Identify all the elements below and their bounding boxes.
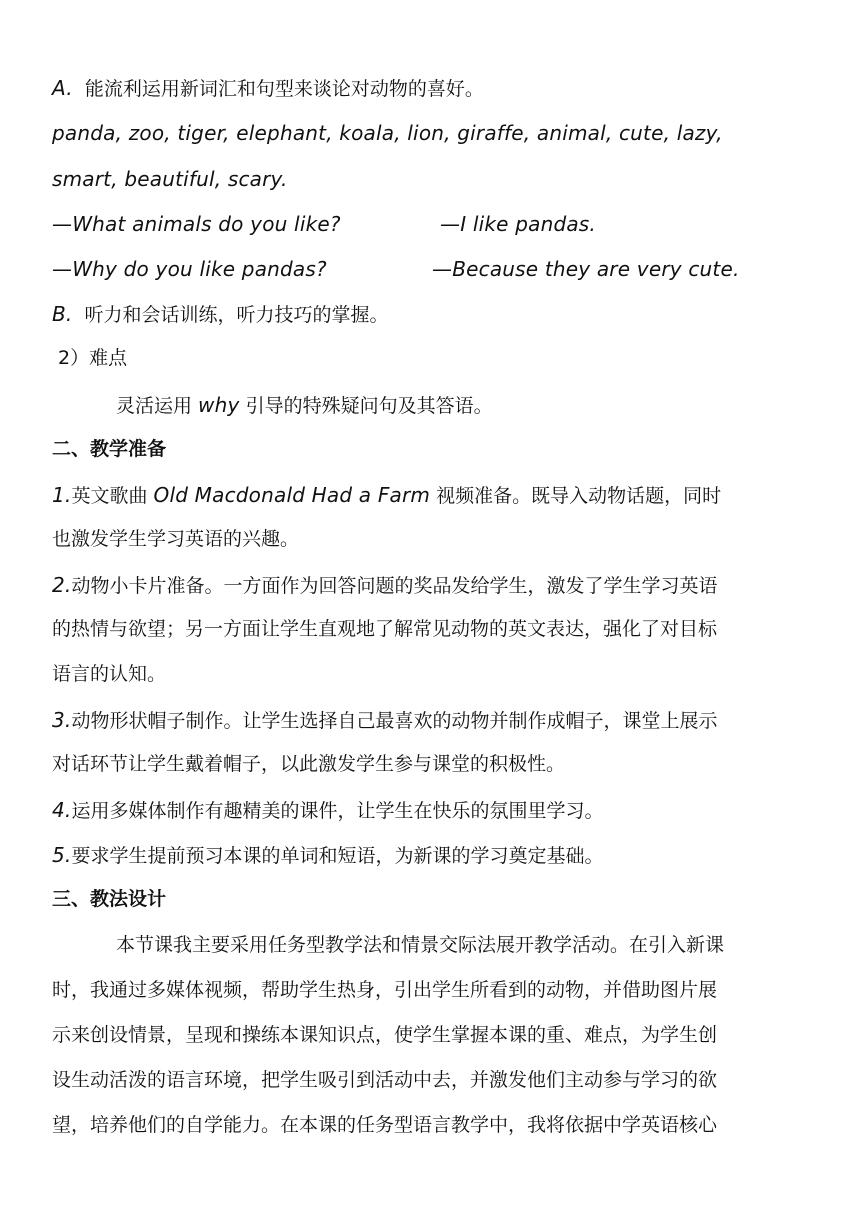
difficulty-label: 2）难点 xyxy=(58,347,128,369)
method-line-3: 示来创设情景，呈现和操练本课知识点，使学生掌握本课的重、难点，为学生创 xyxy=(52,1024,718,1046)
prep-item-1-song: Old Macdonald Had a Farm xyxy=(153,483,431,507)
difficulty-word: why xyxy=(198,393,240,417)
prep-item-4 xyxy=(52,800,604,821)
difficulty-post: 引导的特殊疑问句及其答语。 xyxy=(239,395,493,417)
prep-item-2-line-3: 语言的认知。 xyxy=(52,663,167,685)
section-b-line xyxy=(52,304,389,325)
prep-item-4-num: 4. xyxy=(52,798,72,822)
dialog-answer-1: —I like pandas. xyxy=(440,212,596,236)
prep-item-3-line-2: 对话环节让学生戴着帽子，以此激发学生参与课堂的积极性。 xyxy=(52,753,566,775)
section-a-line xyxy=(52,78,484,99)
prep-item-5-text: 要求学生提前预习本课的单词和短语，为新课的学习奠定基础。 xyxy=(71,845,604,867)
prep-item-2-num: 2. xyxy=(52,573,72,597)
difficulty-text xyxy=(116,395,493,416)
prep-item-1-line-2: 也激发学生学习英语的兴趣。 xyxy=(52,528,300,550)
prep-item-2-line-2: 的热情与欲望；另一方面让学生直观地了解常见动物的英文表达，强化了对目标 xyxy=(52,618,718,640)
dialog-answer-2: —Because they are very cute. xyxy=(432,257,740,281)
section-b-label: B. xyxy=(52,302,73,326)
prep-item-5-num: 5. xyxy=(52,843,72,867)
difficulty-pre: 灵活运用 xyxy=(116,395,199,417)
prep-item-1-num: 1. xyxy=(52,483,72,507)
vocab-line-1: panda, zoo, tiger, elephant, koala, lion, giraffe, animal, cute, lazy, xyxy=(52,121,723,145)
section-b-text: 听力和会话训练，听力技巧的掌握。 xyxy=(84,304,389,326)
section-a-text: 能流利运用新词汇和句型来谈论对动物的喜好。 xyxy=(84,78,484,100)
section-a-label: A. xyxy=(52,76,73,100)
method-line-2: 时，我通过多媒体视频，帮助学生热身，引出学生所看到的动物，并借助图片展 xyxy=(52,979,718,1001)
prep-item-1-pre: 英文歌曲 xyxy=(71,485,154,507)
prep-item-4-text: 运用多媒体制作有趣精美的课件，让学生在快乐的氛围里学习。 xyxy=(71,800,604,822)
vocab-line-2: smart, beautiful, scary. xyxy=(52,167,288,191)
prep-heading: 二、教学准备 xyxy=(52,438,167,460)
dialog-question-2: —Why do you like pandas? xyxy=(52,257,327,281)
prep-item-3-line-1 xyxy=(52,710,718,731)
method-line-4: 设生动活泼的语言环境，把学生吸引到活动中去，并激发他们主动参与学习的欲 xyxy=(52,1069,718,1091)
method-heading: 三、教法设计 xyxy=(52,888,167,910)
prep-item-1-post: 视频准备。既导入动物话题，同时 xyxy=(430,485,722,507)
dialog-question-1: —What animals do you like? xyxy=(52,212,341,236)
prep-item-5 xyxy=(52,845,604,866)
prep-item-1-line-1 xyxy=(52,485,721,506)
method-line-1: 本节课我主要采用任务型教学法和情景交际法展开教学活动。在引入新课 xyxy=(116,934,725,956)
method-line-5: 望，培养他们的自学能力。在本课的任务型语言教学中，我将依据中学英语核心 xyxy=(52,1114,718,1136)
prep-item-3-num: 3. xyxy=(52,708,72,732)
prep-item-2-text: 动物小卡片准备。一方面作为回答问题的奖品发给学生，激发了学生学习英语 xyxy=(71,575,718,597)
prep-item-3-text: 动物形状帽子制作。让学生选择自己最喜欢的动物并制作成帽子，课堂上展示 xyxy=(71,710,718,732)
prep-item-2-line-1 xyxy=(52,575,718,596)
